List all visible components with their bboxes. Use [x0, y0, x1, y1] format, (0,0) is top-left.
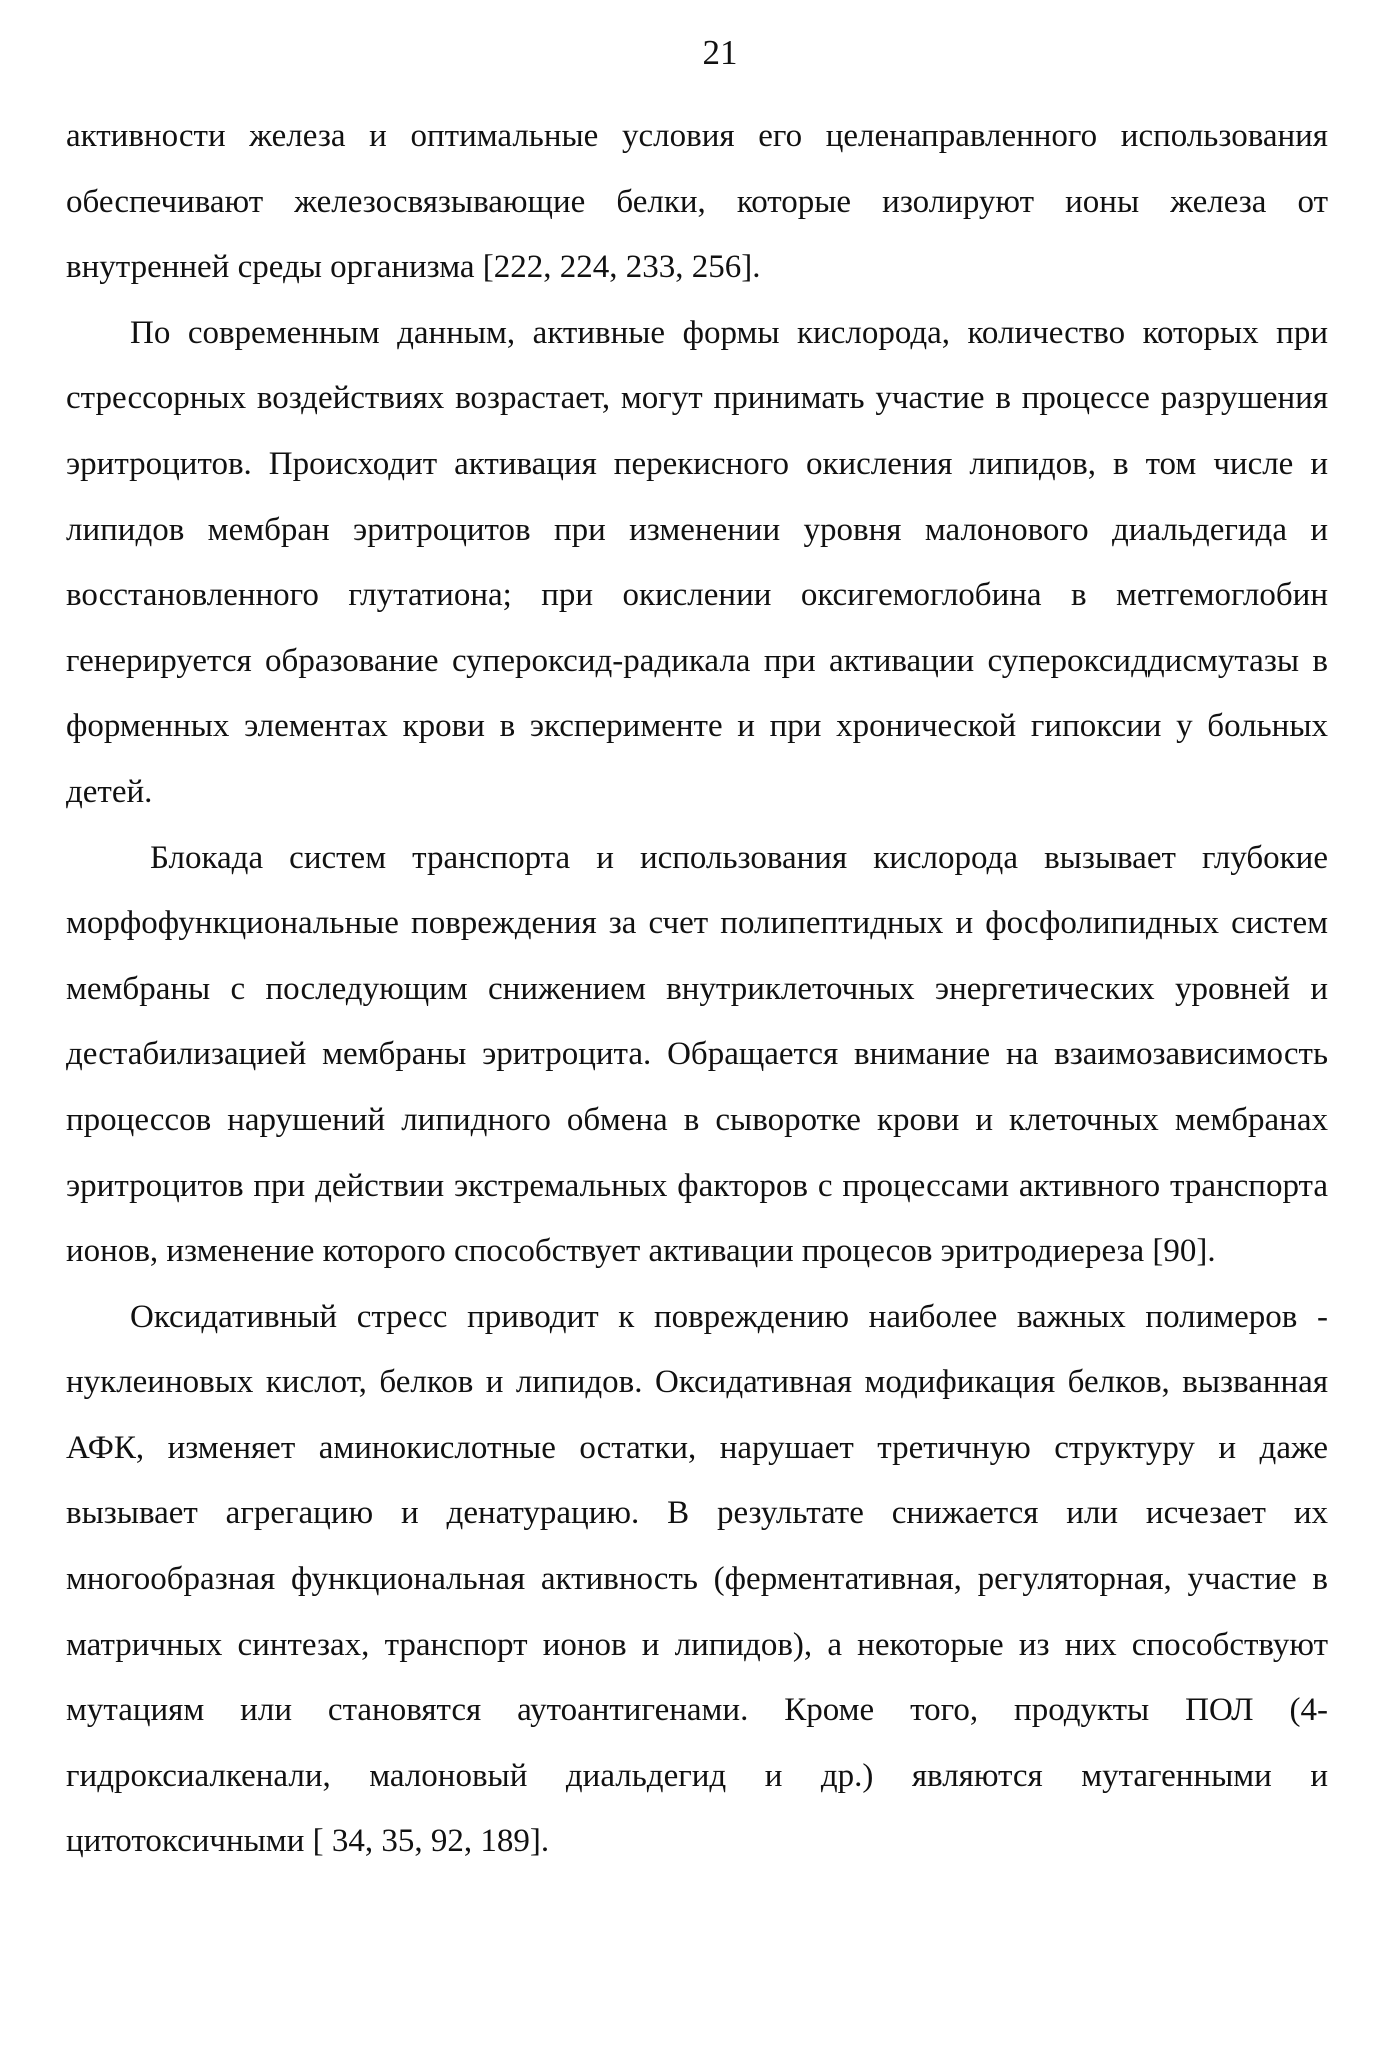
paragraph-1: активности железа и оптимальные условия его целенаправленного использования обеспечивают железосвязывающие белки, которые изолируют ионы железа от внутренней среды организма [222, 224, 233, 256]. — [66, 118, 1328, 286]
document-body — [66, 104, 1328, 1875]
paragraph-3: Блокада систем транспорта и использования кислорода вызывает глубокие морфофункциональные повреждения за счет полипептидных и фосфолипидных систем мембраны с последующим снижением внутриклеточных энергетических уровней и дестабилизацией мембраны эритроцита. Обращается внимание на взаимозависимость процессов нарушений липидного обмена в сыворотке крови и клеточных мембранах эритроцитов при действии экстремальных факторов с процессами активного транспорта ионов, изменение которого способствует активации процесов эритродиереза [90]. — [66, 839, 1328, 1270]
page-number: 21 — [702, 33, 738, 72]
paragraph-2: По современным данным, активные формы кислорода, количество которых при стрессорных воздействиях возрастает, могут принимать участие в процессе разрушения эритроцитов. Происходит активация перекисного окисления липидов, в том числе и липидов мембран эритроцитов при изменении уровня малонового диальдегида и восстановленного глутатиона; при окислении оксигемоглобина в метгемоглобин генерируется образование супероксид-радикала при активации супероксиддисмутазы в форменных элементах крови в эксперименте и при хронической гипоксии у больных детей. — [66, 314, 1328, 810]
paragraph-4: Оксидативный стресс приводит к повреждению наиболее важных полимеров - нуклеиновых кислот, белков и липидов. Оксидативная модификация белков, вызванная АФК, изменяет аминокислотные остатки, нарушает третичную структуру и даже вызывает агрегацию и денатурацию. В результате снижается или исчезает их многообразная функциональная активность (ферментативная, регуляторная, участие в матричных синтезах, транспорт ионов и липидов), а некоторые из них способствуют мутациям или становятся аутоантигенами. Кроме того, продукты ПОЛ (4-гидроксиалкенали, малоновый диальдегид и др.) являются мутагенными и цитотоксичными [ 34, 35, 92, 189]. — [66, 1298, 1328, 1860]
